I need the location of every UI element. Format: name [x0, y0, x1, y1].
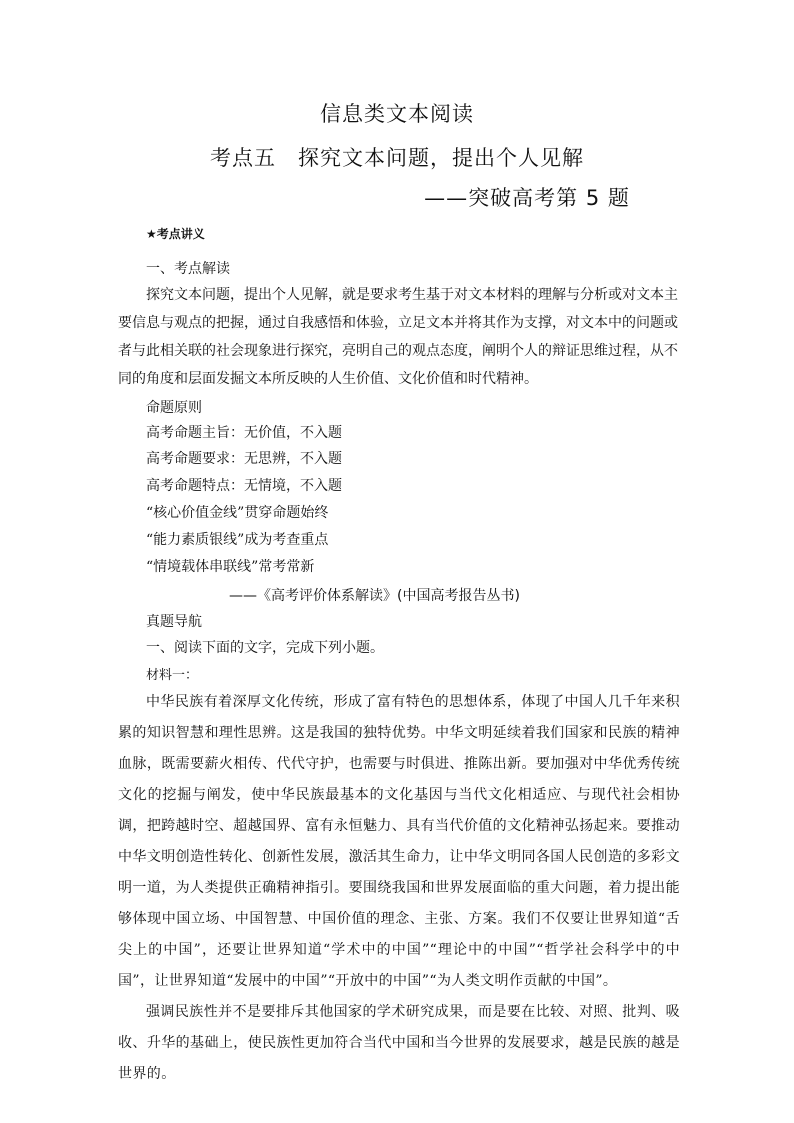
section1-body — [118, 281, 678, 393]
principles-heading: 命题原则 — [146, 400, 202, 416]
material-body — [118, 687, 680, 1090]
principle-item: 高考命题要求：无思辨，不入题 — [146, 451, 342, 467]
principle-item: “核心价值金线”贯穿命题始终 — [146, 505, 329, 521]
guide-heading: 真题导航 — [146, 614, 202, 630]
material-label: 材料一： — [146, 668, 199, 683]
principle-item: “情境载体串联线”常考常新 — [146, 559, 315, 575]
principles-source: ——《高考评价体系解读》(中国高考报告丛书) — [229, 588, 520, 604]
material-paragraph: 中华民族有着深厚文化传统，形成了富有特色的思想体系，体现了中国人几千年来积累的知识智慧和理性思辨。这是我国的独特优势。中华文明延续着我们国家和民族的精神血脉，既需要薪火相传、代代守护，也需要与时俱进、推陈出新。要加强对中华优秀传统文化的挖掘与阐发，使中华民族最基本的文化基因与当代文化相适应、与现代社会相协调，把跨越时空、超越国界、富有永恒魅力、具有当代价值的文化精神弘扬起来。要推动中华文明创造性转化、创新性发展，激活其生命力，让中华文明同各国人民创造的多彩文明一道，为人类提供正确精神指引。要围绕我国和世界发展面临的重大问题，着力提出能够体现中国立场、中国智慧、中国价值的理念、主张、方案。我们不仅要让世界知道“舌尖上的中国”，还要让世界知道“学术中的中国”“理论中的中国”“哲学社会科学中的中国”，让世界知道“发展中的中国”“开放中的中国”“为人类文明作贡献的中国”。 — [118, 694, 680, 989]
document-subtitle-2: ——突破高考第 5 题 — [424, 186, 630, 210]
principle-item: 高考命题特点：无情境，不入题 — [146, 478, 342, 494]
section1-paragraph: 探究文本问题，提出个人见解，就是要求考生基于对文本材料的理解与分析或对文本主要信息与观点的把握，通过自我感悟和体验，立足文本并将其作为支撑，对文本中的问题或者与此相关联的社会现象进行探究，亮明自己的观点态度，阐明个人的辩证思维过程，从不同的角度和层面发掘文本所反映的人生价值、文化价值和时代精神。 — [118, 287, 678, 387]
lecture-label: ★考点讲义 — [146, 227, 205, 241]
material-paragraph: 强调民族性并不是要排斥其他国家的学术研究成果，而是要在比较、对照、批判、吸收、升华的基础上，使民族性更加符合当代中国和当今世界的发展要求，越是民族的越是世界的。 — [118, 1004, 680, 1082]
principle-item: 高考命题主旨：无价值，不入题 — [146, 425, 342, 441]
section1-heading: 一、考点解读 — [146, 261, 230, 277]
document-title: 信息类文本阅读 — [320, 102, 474, 126]
document-subtitle: 考点五 探究文本问题，提出个人见解 — [210, 146, 584, 170]
principle-item: “能力素质银线”成为考查重点 — [146, 532, 329, 548]
question-heading: 一、阅读下面的文字，完成下列小题。 — [146, 640, 384, 656]
